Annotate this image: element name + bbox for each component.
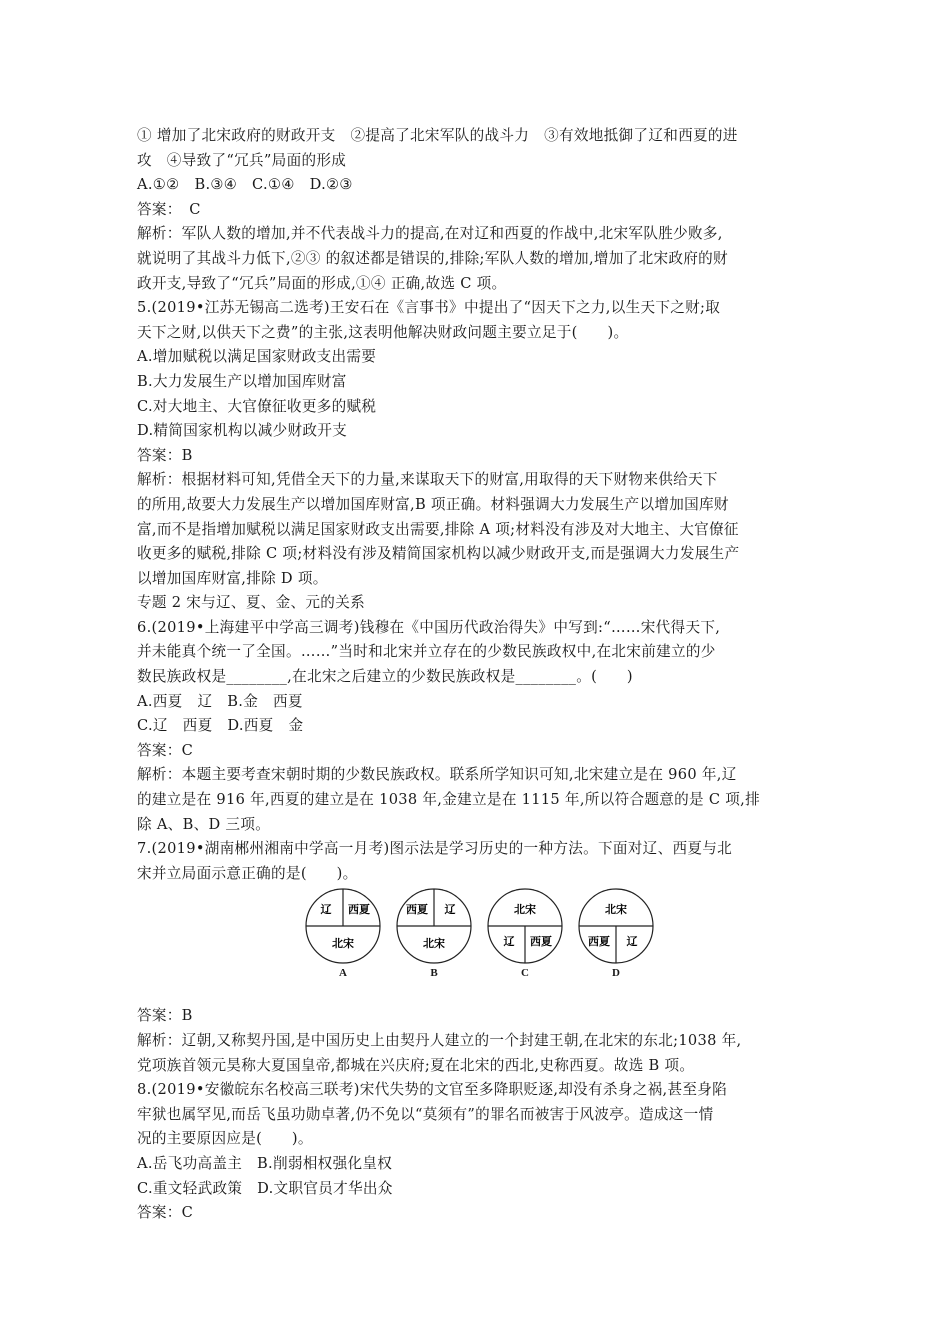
circle-diagram-b [394, 886, 474, 966]
diagram-a [303, 886, 383, 979]
text-line: 除 A、B、D 三项。 [137, 815, 271, 833]
text-line: 的建立是在 916 年,西夏的建立是在 1038 年,金建立是在 1115 年,所以符合题意的是 C 项,排 [137, 791, 760, 809]
text-line: 天下之财,以供天下之费”的主张,这表明他解决财政问题主要立足于( )。 [137, 323, 629, 341]
segment-label: 西夏 [406, 903, 428, 917]
text-line: A.西夏 辽 B.金 西夏 [137, 692, 303, 710]
diagram-label: D [612, 967, 620, 980]
segment-label: 辽 [320, 903, 332, 917]
text-line: 解析：辽朝,又称契丹国,是中国历史上由契丹人建立的一个封建王朝,在北宋的东北;1038 年, [137, 1032, 742, 1049]
text-line: 解析：根据材料可知,凭借全天下的力量,来谋取天下的财富,用取得的天下财物来供给天下 [137, 471, 718, 489]
segment-label: 辽 [626, 935, 638, 949]
text-line: 8.(2019•安徽皖东名校高三联考)宋代失势的文官至多降职贬逐,却没有杀身之祸,甚至身陷 [137, 1081, 728, 1099]
text-line: 党项族首领元昊称大夏国皇帝,都城在兴庆府;夏在北宋的西北,史称西夏。故选 B 项。 [137, 1056, 695, 1074]
segment-label: 北宋 [423, 937, 445, 951]
diagram-label: C [521, 967, 529, 980]
segment-label: 西夏 [530, 935, 552, 949]
text-line: 答案：C [137, 741, 194, 759]
diagram-c [485, 886, 565, 979]
diagram-label: B [430, 967, 438, 980]
circle-diagram-a [303, 886, 383, 966]
text-line: 的所用,故要大力发展生产以增加国库财富,B 项正确。材料强调大力发展生产以增加国库财 [137, 495, 729, 513]
text-line: 答案： C [137, 200, 201, 218]
segment-label: 辽 [503, 935, 515, 949]
text-line: 专题 2 宋与辽、夏、金、元的关系 [137, 594, 365, 612]
text-line: 解析：本题主要考查宋朝时期的少数民族政权。联系所学知识可知,北宋建立是在 960 年,辽 [137, 766, 737, 784]
text-line: 5.(2019•江苏无锡高二选考)王安石在《言事书》中提出了“因天下之力,以生天下之财;取 [137, 299, 721, 317]
text-line: 攻 ④导致了“冗兵”局面的形成 [137, 151, 347, 169]
diagram-b [394, 886, 474, 979]
text-block-bottom [137, 1004, 817, 1225]
text-line: D.精简国家机构以减少财政开支 [137, 422, 348, 440]
circle-diagram-d [576, 886, 656, 966]
text-line: 答案：C [137, 1204, 194, 1222]
text-line: 就说明了其战斗力低下,②③ 的叙述都是错误的,排除;军队人数的增加,增加了北宋政府的财 [137, 249, 728, 267]
text-line: 解析：军队人数的增加,并不代表战斗力的提高,在对辽和西夏的作战中,北宋军队胜少败多, [137, 225, 723, 243]
text-line: C.对大地主、大官僚征收更多的赋税 [137, 397, 377, 415]
text-line: 宋并立局面示意正确的是( )。 [137, 864, 358, 882]
text-line: 收更多的赋税,排除 C 项;材料没有涉及精简国家机构以减少财政开支,而是强调大力发展生产 [137, 545, 740, 563]
text-line: C.辽 西夏 D.西夏 金 [137, 717, 304, 735]
text-line: 数民族政权是________,在北宋之后建立的少数民族政权是________。( ) [137, 668, 633, 686]
text-line: 6.(2019•上海建平中学高三调考)钱穆在《中国历代政治得失》中写到:“……宋代得天下, [137, 618, 721, 636]
segment-label: 西夏 [348, 903, 370, 917]
segment-label: 北宋 [605, 903, 627, 917]
text-line: 富,而不是指增加赋税以满足国家财政支出需要,排除 A 项;材料没有涉及对大地主、大官僚征 [137, 520, 739, 538]
text-block-top [137, 124, 817, 886]
diagram-d [576, 886, 656, 979]
text-line: 并未能真个统一了全国。……”当时和北宋并立存在的少数民族政权中,在北宋前建立的少 [137, 643, 716, 661]
segment-label: 西夏 [588, 935, 610, 949]
text-line: 以增加国库财富,排除 D 项。 [137, 569, 328, 587]
diagram-label: A [339, 967, 347, 980]
text-line: A.①② B.③④ C.①④ D.②③ [137, 176, 353, 194]
text-line: 牢狱也属罕见,而岳飞虽功勋卓著,仍不免以“莫须有”的罪名而被害于风波亭。造成这一情 [137, 1105, 714, 1123]
text-line: A.岳飞功高盖主 B.削弱相权强化皇权 [137, 1154, 393, 1172]
text-line: 答案：B [137, 446, 193, 464]
text-line: 7.(2019•湖南郴州湘南中学高一月考)图示法是学习历史的一种方法。下面对辽、西夏与北 [137, 840, 733, 858]
circle-diagram-c [485, 886, 565, 966]
text-line: A.增加赋税以满足国家财政支出需要 [137, 348, 377, 366]
document-page [137, 124, 817, 1226]
segment-label: 北宋 [514, 903, 536, 917]
segment-label: 辽 [444, 903, 456, 917]
text-line: C.重文轻武政策 D.文职官员才华出众 [137, 1179, 393, 1197]
text-line: 答案：B [137, 1007, 193, 1025]
text-line: B.大力发展生产以增加国库财富 [137, 372, 347, 390]
segment-label: 北宋 [332, 937, 354, 951]
text-line: 政开支,导致了“冗兵”局面的形成,①④ 正确,故选 C 项。 [137, 274, 507, 292]
text-line: 况的主要原因应是( )。 [137, 1130, 313, 1148]
diagram-row [303, 886, 817, 1004]
text-line: ① 增加了北宋政府的财政开支 ②提高了北宋军队的战斗力 ③有效地抵御了辽和西夏的进 [137, 127, 738, 144]
